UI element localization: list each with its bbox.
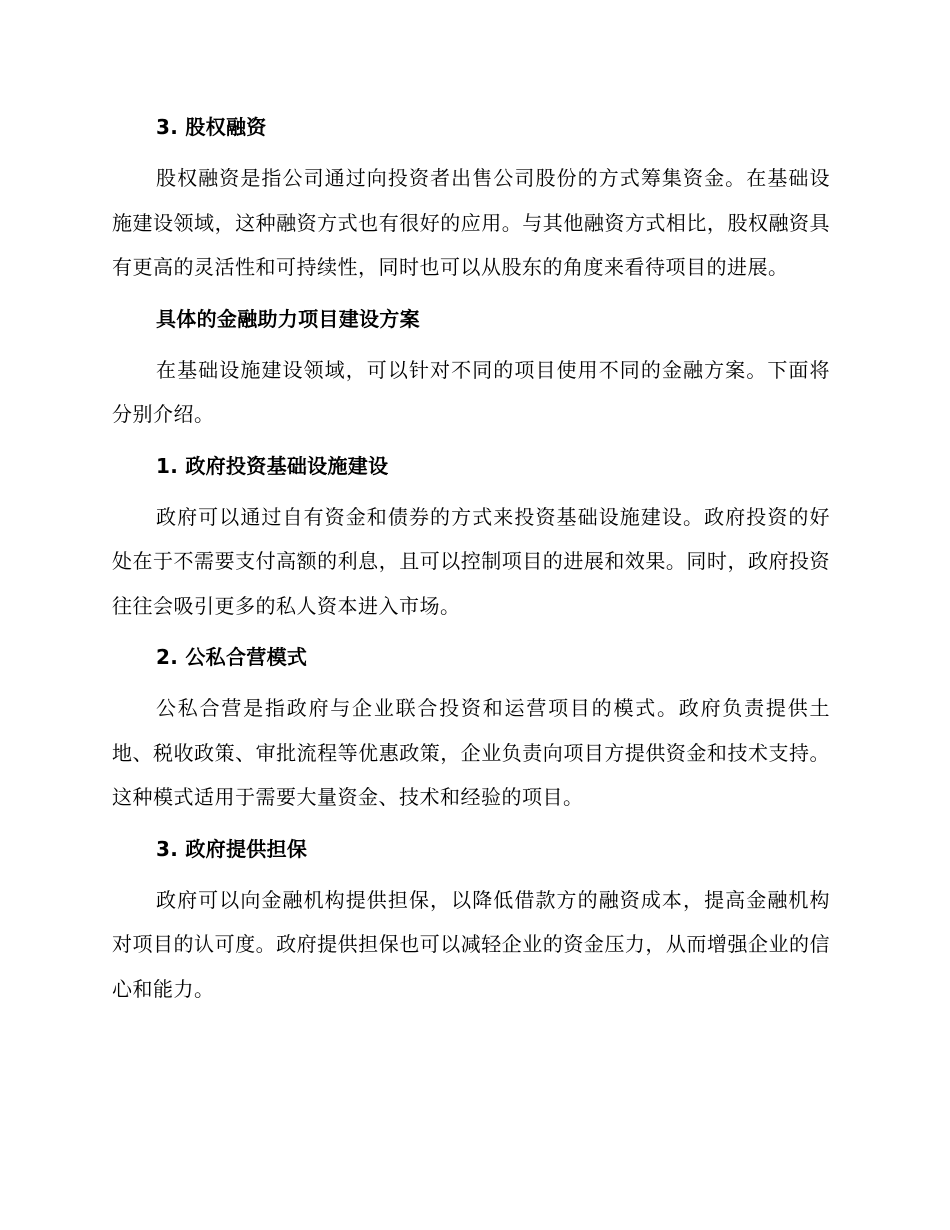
paragraph-financial-plans: 在基础设施建设领域，可以针对不同的项目使用不同的金融方案。下面将分别介绍。 bbox=[112, 357, 830, 426]
paragraph-government-investment: 政府可以通过自有资金和债券的方式来投资基础设施建设。政府投资的好处在于不需要支付高额的利息，且可以控制项目的进展和效果。同时，政府投资往往会吸引更多的私人资本进入市场。 bbox=[112, 504, 830, 618]
section-heading-government-investment: 1. 政府投资基础设施建设 bbox=[156, 453, 389, 478]
section-heading-financial-plans: 具体的金融助力项目建设方案 bbox=[156, 306, 420, 331]
paragraph-equity-financing: 股权融资是指公司通过向投资者出售公司股份的方式筹集资金。在基础设施建设领域，这种融资方式也有很好的应用。与其他融资方式相比，股权融资具有更高的灵活性和可持续性，同时也可以从股东的角度来看待项目的进展。 bbox=[112, 166, 830, 279]
section-heading-equity-financing: 3. 股权融资 bbox=[156, 115, 267, 139]
document-content bbox=[112, 110, 830, 1023]
paragraph-government-guarantee: 政府可以向金融机构提供担保，以降低借款方的融资成本，提高金融机构对项目的认可度。政府提供担保也可以减轻企业的资金压力，从而增强企业的信心和能力。 bbox=[112, 887, 830, 1001]
section-heading-government-guarantee: 3. 政府提供担保 bbox=[156, 836, 308, 861]
paragraph-ppp-model: 公私合营是指政府与企业联合投资和运营项目的模式。政府负责提供土地、税收政策、审批流程等优惠政策，企业负责向项目方提供资金和技术支持。这种模式适用于需要大量资金、技术和经验的项目。 bbox=[112, 696, 830, 809]
section-heading-ppp-model: 2. 公私合营模式 bbox=[156, 645, 308, 669]
